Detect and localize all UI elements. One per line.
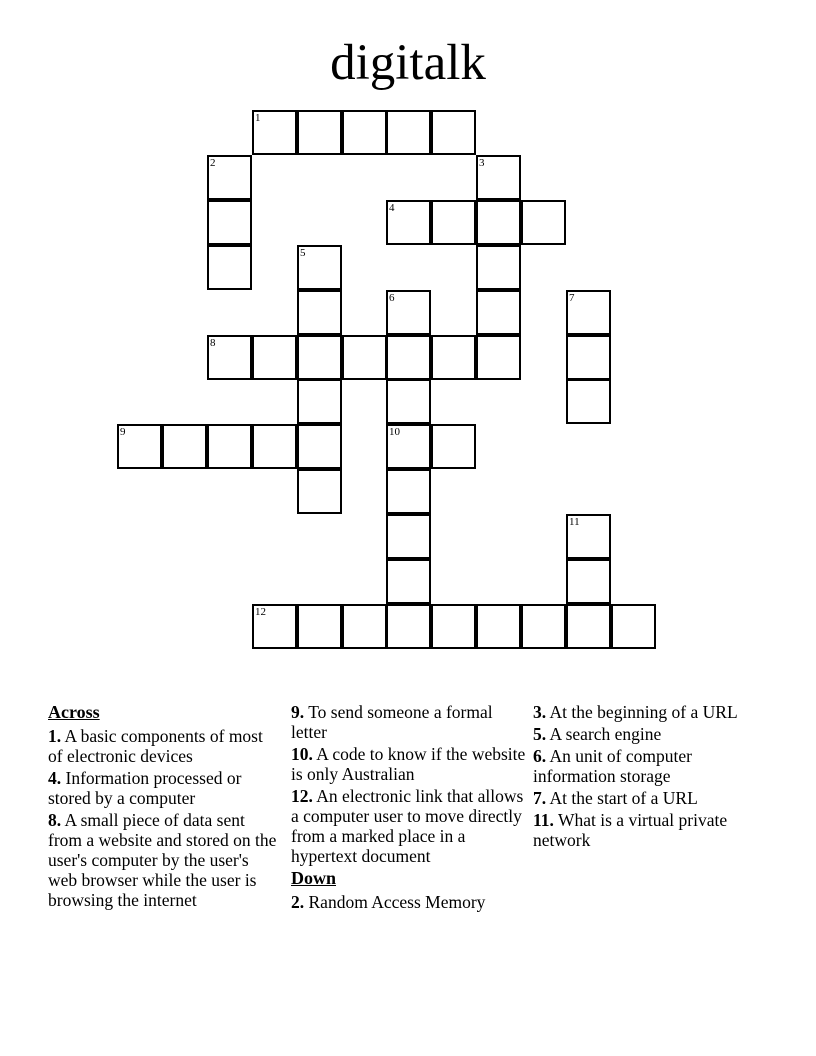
grid-cell[interactable] [252, 335, 297, 380]
clue-number: 5. [533, 724, 547, 744]
clue-number: 3. [533, 702, 547, 722]
cell-number: 6 [389, 292, 395, 304]
grid-cell[interactable] [207, 155, 252, 200]
grid-cell[interactable] [476, 245, 521, 290]
grid-cell[interactable] [386, 424, 431, 469]
clue-down-7 [533, 788, 743, 808]
grid-cell[interactable] [431, 200, 476, 245]
clue-number: 11. [533, 810, 554, 830]
grid-cell[interactable] [476, 155, 521, 200]
across-heading: Across [48, 702, 100, 722]
clue-text: A code to know if the website is only Australian [291, 744, 526, 784]
clue-text: A small piece of data sent from a website and stored on the user's computer by the user's web browser while the user is browsing the internet [48, 810, 277, 910]
clue-number: 10. [291, 744, 313, 764]
clue-number: 6. [533, 746, 547, 766]
clue-text: Random Access Memory [308, 892, 486, 912]
grid-cell[interactable] [386, 379, 431, 424]
grid-cell[interactable] [476, 290, 521, 335]
grid-cell[interactable] [386, 604, 431, 649]
clue-text: At the beginning of a URL [549, 702, 738, 722]
grid-cell[interactable] [431, 424, 476, 469]
grid-cell[interactable] [386, 290, 431, 335]
clue-number: 4. [48, 768, 62, 788]
grid-cell[interactable] [207, 245, 252, 290]
grid-cell[interactable] [521, 200, 566, 245]
clue-across-1 [48, 726, 280, 766]
grid-cell[interactable] [386, 469, 431, 514]
clue-across-12 [291, 786, 527, 866]
clue-number: 8. [48, 810, 62, 830]
clue-number: 2. [291, 892, 305, 912]
grid-cell[interactable] [386, 110, 431, 155]
clue-text: A basic components of most of electronic devices [48, 726, 263, 766]
clue-number: 9. [291, 702, 305, 722]
cell-number: 12 [255, 606, 266, 618]
grid-cell[interactable] [207, 335, 252, 380]
grid-cell[interactable] [431, 604, 476, 649]
clue-across-4 [48, 768, 280, 808]
clue-column-3 [533, 702, 743, 852]
grid-cell[interactable] [297, 424, 342, 469]
clue-down-5 [533, 724, 743, 744]
grid-cell[interactable] [611, 604, 656, 649]
grid-cell[interactable] [207, 200, 252, 245]
clue-across-9 [291, 702, 527, 742]
clue-down-2 [291, 892, 527, 912]
grid-cell[interactable] [386, 514, 431, 559]
grid-cell[interactable] [521, 604, 566, 649]
grid-cell[interactable] [252, 424, 297, 469]
clue-text: To send someone a formal letter [291, 702, 493, 742]
grid-cell[interactable] [566, 379, 611, 424]
clue-text: An unit of computer information storage [533, 746, 692, 786]
cell-number: 5 [300, 247, 306, 259]
grid-cell[interactable] [207, 424, 252, 469]
grid-cell[interactable] [117, 424, 162, 469]
clue-across-8 [48, 810, 280, 910]
clue-across-10 [291, 744, 527, 784]
grid-cell[interactable] [386, 200, 431, 245]
grid-cell[interactable] [297, 379, 342, 424]
grid-cell[interactable] [386, 559, 431, 604]
clue-down-11 [533, 810, 743, 850]
grid-cell[interactable] [297, 604, 342, 649]
grid-cell[interactable] [386, 335, 431, 380]
puzzle-title: digitalk [330, 35, 486, 91]
grid-cell[interactable] [297, 335, 342, 380]
clue-text: Information processed or stored by a computer [48, 768, 242, 808]
clue-number: 12. [291, 786, 313, 806]
grid-cell[interactable] [342, 110, 387, 155]
clue-column-2 [291, 702, 527, 914]
clue-text: What is a virtual private network [533, 810, 728, 850]
grid-cell[interactable] [431, 110, 476, 155]
cell-number: 2 [210, 157, 216, 169]
grid-cell[interactable] [297, 110, 342, 155]
grid-cell[interactable] [297, 290, 342, 335]
grid-cell[interactable] [476, 200, 521, 245]
grid-cell[interactable] [252, 110, 297, 155]
grid-cell[interactable] [342, 335, 387, 380]
cell-number: 7 [569, 292, 575, 304]
clue-number: 7. [533, 788, 547, 808]
down-heading: Down [291, 868, 337, 888]
clue-text: An electronic link that allows a computer user to move directly from a marked place in a hypertext document [291, 786, 524, 866]
clue-column-1 [48, 702, 280, 912]
clue-down-6 [533, 746, 743, 786]
cell-number: 3 [479, 157, 485, 169]
grid-cell[interactable] [566, 335, 611, 380]
grid-cell[interactable] [297, 245, 342, 290]
grid-cell[interactable] [476, 335, 521, 380]
grid-cell[interactable] [566, 604, 611, 649]
clue-down-3 [533, 702, 743, 722]
cell-number: 8 [210, 337, 216, 349]
grid-cell[interactable] [252, 604, 297, 649]
cell-number: 1 [255, 112, 261, 124]
clue-number: 1. [48, 726, 62, 746]
grid-cell[interactable] [342, 604, 387, 649]
cell-number: 10 [389, 426, 400, 438]
clue-text: At the start of a URL [549, 788, 698, 808]
grid-cell[interactable] [566, 290, 611, 335]
clue-text: A search engine [549, 724, 662, 744]
grid-cell[interactable] [431, 335, 476, 380]
cell-number: 4 [389, 202, 395, 214]
grid-cell[interactable] [162, 424, 207, 469]
cell-number: 11 [569, 516, 580, 528]
cell-number: 9 [120, 426, 126, 438]
grid-cell[interactable] [566, 559, 611, 604]
grid-cell[interactable] [566, 514, 611, 559]
grid-cell[interactable] [476, 604, 521, 649]
grid-cell[interactable] [297, 469, 342, 514]
